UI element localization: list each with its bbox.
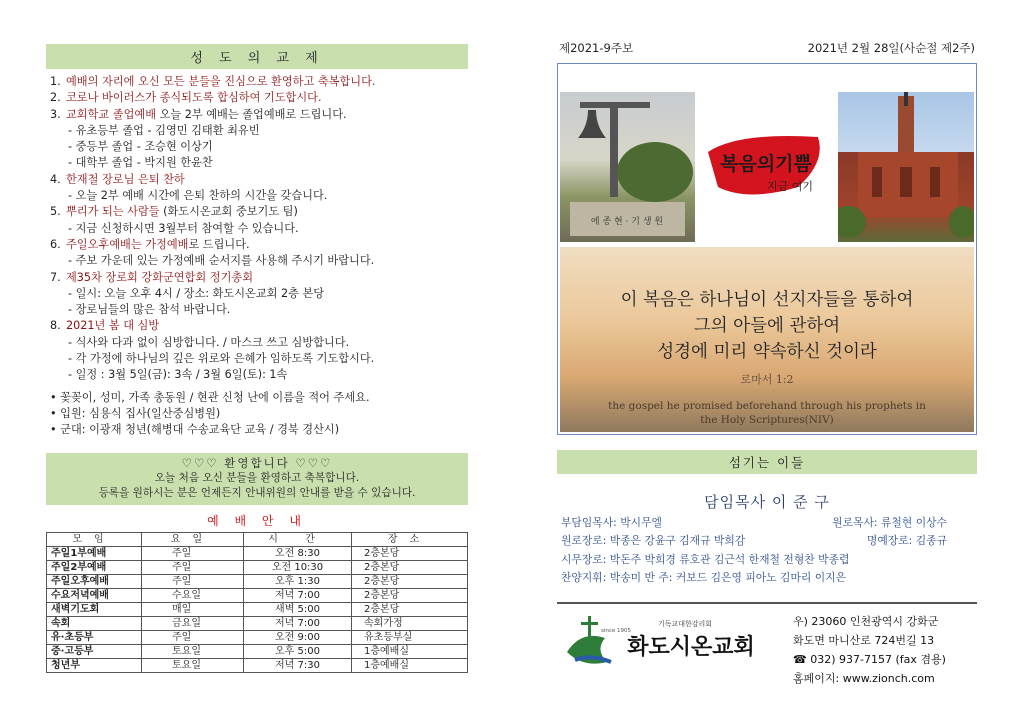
table-cell: 오후 1:30 — [244, 574, 352, 588]
verse-panel — [560, 247, 974, 432]
senior-pastor: 담임목사 이 준 구 — [704, 493, 830, 511]
announcement-subitem — [50, 286, 468, 302]
announcement-text: 예배의 자리에 오신 모든 분들을 진심으로 환영하고 축복합니다. — [66, 75, 376, 88]
announcement-item — [50, 74, 468, 90]
table-cell: 주일 — [142, 560, 244, 574]
announcement-heading: 주일오후예배는 가정예배 — [66, 237, 189, 251]
table-cell: 주일 — [142, 574, 244, 588]
staff-entry: 명예장로: 김종규 — [866, 534, 947, 548]
worship-table — [46, 532, 468, 673]
staff-entry: 원로장로: 박종은 강윤구 김재규 박희감 — [561, 534, 746, 548]
announcement-detail: 로 드립니다. — [188, 237, 250, 251]
announcement-heading: 2021년 봄 대 심방 — [66, 319, 160, 333]
announcement-item — [50, 204, 468, 220]
verse-korean — [560, 247, 974, 365]
table-cell: 2층본당 — [352, 574, 468, 588]
verse-line-1: 이 복음은 하나님이 선지자들을 통하여 — [620, 290, 914, 310]
table-cell: 매일 — [142, 602, 244, 616]
table-cell: 유·초등부 — [47, 630, 142, 644]
welcome-line-2: 등록을 원하시는 분은 언제든지 안내위원의 안내를 받을 수 있습니다. — [98, 486, 416, 499]
announcement-subitem — [50, 188, 468, 204]
staff-entry: 찬양지휘: 박송미 반 주: 커보드 김은영 피아노 김마리 이지은 — [561, 571, 847, 585]
welcome-line-1: 오늘 처음 오신 분들을 환영하고 축복합니다. — [154, 471, 360, 484]
announcement-subtext: - 오늘 2부 예배 시간에 은퇴 찬하의 시간을 갖습니다. — [68, 189, 328, 203]
church-name: 화도시온교회 — [627, 635, 755, 660]
table-cell: 수요저녁예배 — [47, 588, 142, 602]
verse-reference: 로마서 1:2 — [740, 373, 794, 386]
table-row — [47, 616, 468, 630]
announcement-subitem — [50, 253, 468, 269]
table-cell: 오전 8:30 — [244, 546, 352, 560]
table-cell: 저녁 7:30 — [244, 658, 352, 672]
announcement-text: 코로나 바이러스가 종식되도록 합심하여 기도합시다. — [66, 91, 322, 105]
announcement-number: 2. — [50, 91, 61, 105]
table-cell: 새벽 5:00 — [244, 602, 352, 616]
table-cell: 오전 9:00 — [244, 630, 352, 644]
announcement-subitem — [50, 351, 468, 367]
right-column — [557, 40, 977, 685]
issue-header — [557, 40, 977, 56]
worship-title: 예 배 안 내 — [207, 513, 307, 528]
announcement-heading: 한재철 장로님 은퇴 찬하 — [66, 172, 185, 186]
announcement-item — [50, 318, 468, 334]
announcement-item — [50, 237, 468, 253]
announcement-subtext: - 대학부 졸업 - 박지원 한윤찬 — [68, 156, 213, 170]
announcement-subtext: - 지금 신청하시면 3월부터 참여할 수 있습니다. — [68, 221, 299, 235]
homepage-link[interactable]: 홈페이지: www.zionch.com — [793, 672, 935, 685]
bullet-notes — [46, 384, 468, 439]
staff-entry: 시무장로: 박돈주 박희경 류호관 김근석 한재철 전형찬 박종렵 — [561, 552, 850, 566]
table-cell: 오전 10:30 — [244, 560, 352, 574]
issue-number: 제2021-9주보 — [559, 41, 634, 55]
bullet-note: • 꽃꽂이, 성미, 가족 총동원 / 현관 신청 난에 이름을 적어 주세요. — [50, 390, 370, 404]
announcement-subitem — [50, 139, 468, 155]
staff-row — [561, 514, 977, 532]
announcement-subitem — [50, 367, 468, 383]
table-cell: 토요일 — [142, 658, 244, 672]
table-cell: 주일 — [142, 630, 244, 644]
table-header-cell: 요일 — [142, 532, 244, 546]
table-row — [47, 602, 468, 616]
table-cell: 주일오후예배 — [47, 574, 142, 588]
verse-en-line-2: the Holy Scriptures(NIV) — [700, 414, 834, 426]
welcome-box — [46, 453, 468, 505]
announcement-subtext: - 주보 가운데 있는 가정예배 순서지를 사용해 주시기 바랍니다. — [68, 254, 375, 268]
issue-date: 2021년 2월 28일(사순절 제2주) — [807, 41, 975, 55]
announcement-list — [46, 69, 468, 384]
announcement-number: 4. — [50, 172, 61, 186]
announcement-number: 1. — [50, 75, 61, 88]
table-cell: 2층본당 — [352, 546, 468, 560]
announcement-heading: 교회학교 졸업예배 — [66, 107, 157, 121]
staff-row — [561, 551, 977, 569]
address-line-1: 우) 23060 인천광역시 강화군 — [793, 615, 939, 628]
bullet-note: • 입원: 심용식 집사(일산중심병원) — [50, 406, 221, 420]
banner — [557, 63, 977, 435]
table-row — [47, 630, 468, 644]
gospel-joy-logo — [698, 92, 834, 242]
table-cell: 2층본당 — [352, 560, 468, 574]
announcement-item — [50, 172, 468, 188]
announcement-subtext: - 중등부 졸업 - 조승현 이상기 — [68, 140, 213, 154]
table-cell: 저녁 7:00 — [244, 588, 352, 602]
table-cell: 오후 5:00 — [244, 644, 352, 658]
staff-entry: 부담임목사: 박시무엘 — [561, 516, 662, 529]
table-cell: 주일2부예배 — [47, 560, 142, 574]
church-building-photo — [838, 92, 974, 242]
bell-tower-photo — [560, 92, 695, 242]
table-cell: 속회가정 — [352, 616, 468, 630]
announcement-detail: 오늘 2부 예배는 졸업예배로 드립니다. — [156, 107, 347, 121]
table-cell: 토요일 — [142, 644, 244, 658]
table-cell: 중·고등부 — [47, 644, 142, 658]
table-header-row — [47, 532, 468, 546]
table-cell: 1층예배실 — [352, 658, 468, 672]
announcement-subtext: - 각 가정에 하나님의 깊은 위로와 은혜가 임하도록 기도합시다. — [68, 352, 375, 366]
verse-english — [560, 399, 974, 427]
announcement-subtext: - 유초등부 졸업 - 김영민 김태환 최유빈 — [68, 123, 260, 137]
table-cell: 2층본당 — [352, 588, 468, 602]
church-logo — [561, 610, 787, 680]
table-row — [47, 574, 468, 588]
table-cell: 유초등부실 — [352, 630, 468, 644]
table-cell: 주일1부예배 — [47, 546, 142, 560]
church-denomination: 기독교대한감리회 — [657, 620, 713, 628]
table-cell: 2층본당 — [352, 602, 468, 616]
table-cell: 청년부 — [47, 658, 142, 672]
table-row — [47, 644, 468, 658]
serve-title: 섬기는 이들 — [557, 450, 977, 474]
announcement-number: 5. — [50, 205, 61, 219]
table-row — [47, 658, 468, 672]
table-row — [47, 546, 468, 560]
bullet-note: • 군대: 이광재 청년(해병대 수송교육단 교육 / 경북 경산시) — [50, 423, 340, 437]
staff-entry — [947, 551, 977, 569]
table-row — [47, 588, 468, 602]
welcome-title: ♡♡♡ 환영합니다 ♡♡♡ — [181, 455, 333, 470]
announcement-subitem — [50, 155, 468, 171]
announcement-number: 3. — [50, 107, 61, 121]
announcement-subitem — [50, 335, 468, 351]
staff-entry — [947, 569, 977, 587]
church-address-block — [793, 612, 946, 688]
staff-list — [561, 514, 977, 588]
announcement-number: 7. — [50, 270, 61, 284]
announcement-detail: (화도시온교회 중보기도 팀) — [159, 205, 298, 219]
verse-en-line-1: the gospel he promised beforehand through his prophets in — [608, 400, 926, 412]
announcement-subtext: - 식사와 다과 없이 심방합니다. / 마스크 쓰고 심방합니다. — [68, 335, 350, 349]
announcement-number: 6. — [50, 237, 61, 251]
verse-line-3: 성경에 미리 약속하신 것이라 — [657, 342, 877, 362]
table-header-cell: 모임 — [47, 532, 142, 546]
announcement-heading: 뿌리가 되는 사람들 — [66, 205, 160, 219]
announcement-item — [50, 90, 468, 106]
announcement-subitem — [50, 123, 468, 139]
announcement-number: 8. — [50, 319, 61, 333]
table-cell: 새벽기도회 — [47, 602, 142, 616]
table-header-cell: 시 간 — [244, 532, 352, 546]
church-since: since 1905 — [601, 628, 632, 634]
table-cell: 1층예배실 — [352, 644, 468, 658]
svg-text:에 종 현 · 기 생 원: 에 종 현 · 기 생 원 — [590, 217, 664, 227]
announcement-item — [50, 270, 468, 286]
footer-divider — [557, 602, 977, 604]
table-cell: 금요일 — [142, 616, 244, 630]
announcement-subtext: - 일시: 오늘 오후 4시 / 장소: 화도시온교회 2층 본당 — [68, 286, 325, 300]
announcement-subtext: - 일정 : 3월 5일(금): 3속 / 3월 6일(토): 1속 — [68, 368, 288, 382]
announcement-heading: 제35차 장로회 강화군연합회 정기총회 — [66, 270, 254, 284]
staff-row — [561, 532, 977, 550]
table-row — [47, 560, 468, 574]
table-cell: 수요일 — [142, 588, 244, 602]
announcement-item — [50, 107, 468, 123]
staff-row — [561, 569, 977, 587]
table-cell: 저녁 7:00 — [244, 616, 352, 630]
fellowship-title: 성 도 의 교 제 — [46, 44, 468, 69]
announcement-subitem — [50, 221, 468, 237]
banner-logo-sub: 지금 여기 — [766, 180, 814, 193]
table-cell: 주일 — [142, 546, 244, 560]
banner-logo-text: 복음의기쁨 — [720, 153, 812, 175]
phone-number: ☎ 032) 937-7157 (fax 겸용) — [793, 653, 946, 666]
verse-line-2: 그의 아들에 관하여 — [693, 316, 841, 336]
staff-entry: 원로목사: 류철현 이상수 — [832, 516, 947, 529]
left-column — [46, 44, 468, 673]
address-line-2: 화도면 마니산로 724번길 13 — [793, 634, 935, 647]
table-cell: 속회 — [47, 616, 142, 630]
announcement-subitem — [50, 302, 468, 318]
table-header-cell: 장소 — [352, 532, 468, 546]
announcement-subtext: - 장로님들의 많은 참석 바랍니다. — [68, 303, 231, 317]
